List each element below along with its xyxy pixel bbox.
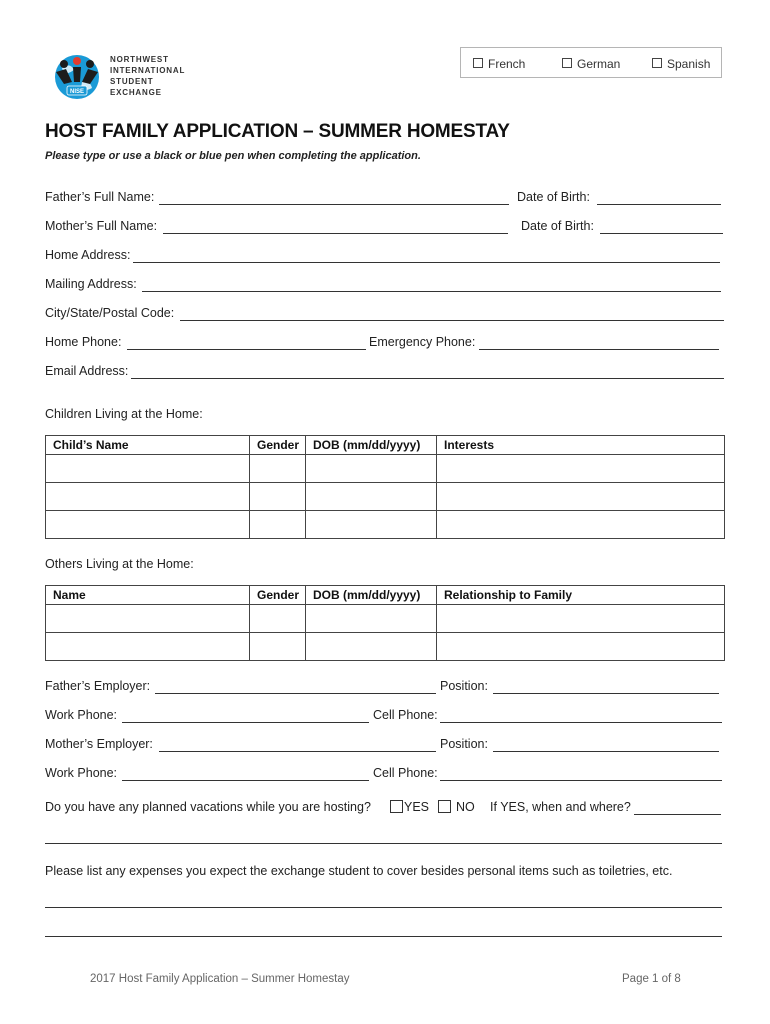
if-yes-label: If YES, when and where? (490, 800, 631, 814)
language-options (460, 47, 722, 78)
mother-name-label: Mother’s Full Name: (45, 219, 158, 233)
mother-name-row (45, 219, 725, 239)
expenses-line[interactable] (45, 907, 722, 908)
vacation-details-field[interactable] (634, 814, 721, 815)
language-option-spanish[interactable] (652, 57, 710, 71)
column-header: Child’s Name (46, 436, 250, 455)
table-cell[interactable] (437, 605, 725, 633)
table-cell[interactable] (46, 511, 250, 539)
mother-dob-label: Date of Birth: (521, 219, 594, 233)
children-table (45, 435, 725, 539)
yes-checkbox[interactable] (390, 800, 403, 813)
table-cell[interactable] (437, 511, 725, 539)
globe-logo-icon (52, 52, 102, 102)
children-section-label: Children Living at the Home: (45, 407, 203, 421)
table-cell[interactable] (46, 633, 250, 661)
table-row (46, 633, 725, 661)
no-checkbox[interactable] (438, 800, 451, 813)
table-row (46, 455, 725, 483)
expenses-question: Please list any expenses you expect the exchange student to cover besides personal items such as toiletries, etc. (45, 864, 673, 878)
father-employer-field[interactable] (155, 693, 436, 694)
vacation-details-line[interactable] (45, 843, 722, 844)
mailing-address-row (45, 277, 725, 297)
table-cell[interactable] (306, 483, 437, 511)
org-name-line: STUDENT (110, 77, 154, 86)
work-phone-label: Work Phone: (45, 708, 118, 722)
language-label: German (577, 57, 621, 71)
home-address-label: Home Address: (45, 248, 131, 262)
table-row (46, 511, 725, 539)
father-position-label: Position: (440, 679, 488, 693)
org-name-line: INTERNATIONAL (110, 66, 186, 75)
expenses-line[interactable] (45, 936, 722, 937)
column-header: Interests (437, 436, 725, 455)
cell-phone-label: Cell Phone: (373, 766, 438, 780)
work-phone-field[interactable] (122, 722, 369, 723)
mother-position-field[interactable] (493, 751, 719, 752)
table-cell[interactable] (250, 605, 306, 633)
cell-phone-label: Cell Phone: (373, 708, 438, 722)
nise-logo (50, 50, 190, 104)
yes-label: YES (404, 800, 430, 814)
home-address-field[interactable] (133, 262, 720, 263)
father-dob-label: Date of Birth: (517, 190, 590, 204)
city-state-label: City/State/Postal Code: (45, 306, 175, 320)
table-cell[interactable] (250, 511, 306, 539)
table-row (46, 483, 725, 511)
cell-phone-field[interactable] (440, 780, 722, 781)
org-name-line: NORTHWEST (110, 55, 169, 64)
footer-page-number: Page 1 of 8 (622, 973, 681, 985)
city-state-row (45, 306, 725, 326)
table-cell[interactable] (46, 605, 250, 633)
language-option-german[interactable] (562, 57, 620, 71)
email-row (45, 364, 725, 384)
logo-badge: NISE (69, 89, 85, 95)
checkbox-icon[interactable] (562, 58, 572, 68)
mother-employer-row (45, 737, 725, 757)
emergency-phone-label: Emergency Phone: (369, 335, 476, 349)
table-cell[interactable] (306, 511, 437, 539)
mother-name-field[interactable] (163, 233, 508, 234)
instructions-text: Please type or use a black or blue pen when completing the application. (45, 150, 421, 162)
mother-employer-label: Mother’s Employer: (45, 737, 153, 751)
cell-phone-field[interactable] (440, 722, 722, 723)
vacation-row (45, 800, 725, 820)
column-header: Name (46, 586, 250, 605)
page-title: HOST FAMILY APPLICATION – SUMMER HOMESTAY (45, 121, 510, 142)
checkbox-icon[interactable] (473, 58, 483, 68)
work-phone-field[interactable] (122, 780, 369, 781)
table-cell[interactable] (306, 455, 437, 483)
mother-position-label: Position: (440, 737, 488, 751)
table-cell[interactable] (250, 483, 306, 511)
others-table (45, 585, 725, 661)
language-option-french[interactable] (473, 57, 525, 71)
column-header: DOB (mm/dd/yyyy) (306, 586, 437, 605)
vacation-question: Do you have any planned vacations while you are hosting? (45, 800, 371, 814)
table-cell[interactable] (250, 455, 306, 483)
column-header: Relationship to Family (437, 586, 725, 605)
emergency-phone-field[interactable] (479, 349, 719, 350)
father-position-field[interactable] (493, 693, 719, 694)
others-section-label: Others Living at the Home: (45, 557, 194, 571)
table-cell[interactable] (306, 633, 437, 661)
org-name (110, 54, 185, 98)
mother-dob-field[interactable] (600, 233, 723, 234)
work-phone-row-2 (45, 766, 725, 786)
table-cell[interactable] (46, 455, 250, 483)
no-label: NO (456, 800, 475, 814)
column-header: Gender (250, 586, 306, 605)
checkbox-icon[interactable] (652, 58, 662, 68)
table-cell[interactable] (437, 455, 725, 483)
org-name-line: EXCHANGE (110, 88, 162, 97)
mother-employer-field[interactable] (159, 751, 436, 752)
father-employer-row (45, 679, 725, 699)
table-cell[interactable] (437, 483, 725, 511)
email-field[interactable] (131, 378, 724, 379)
city-state-field[interactable] (180, 320, 724, 321)
table-row (46, 605, 725, 633)
table-header-row (46, 586, 725, 605)
home-phone-label: Home Phone: (45, 335, 122, 349)
footer-document-name: 2017 Host Family Application – Summer Homestay (90, 973, 350, 985)
table-cell[interactable] (306, 605, 437, 633)
father-name-field[interactable] (159, 204, 509, 205)
father-dob-field[interactable] (597, 204, 721, 205)
mailing-address-field[interactable] (142, 291, 721, 292)
table-cell[interactable] (437, 633, 725, 661)
table-cell[interactable] (46, 483, 250, 511)
language-label: Spanish (667, 57, 711, 71)
work-phone-label: Work Phone: (45, 766, 118, 780)
father-name-label: Father’s Full Name: (45, 190, 155, 204)
home-address-row (45, 248, 725, 268)
father-employer-label: Father’s Employer: (45, 679, 151, 693)
phone-row (45, 335, 725, 355)
table-cell[interactable] (250, 633, 306, 661)
column-header: DOB (mm/dd/yyyy) (306, 436, 437, 455)
language-label: French (488, 57, 526, 71)
mailing-address-label: Mailing Address: (45, 277, 137, 291)
table-header-row (46, 436, 725, 455)
email-label: Email Address: (45, 364, 129, 378)
work-phone-row-1 (45, 708, 725, 728)
home-phone-field[interactable] (127, 349, 366, 350)
father-name-row (45, 190, 725, 210)
column-header: Gender (250, 436, 306, 455)
